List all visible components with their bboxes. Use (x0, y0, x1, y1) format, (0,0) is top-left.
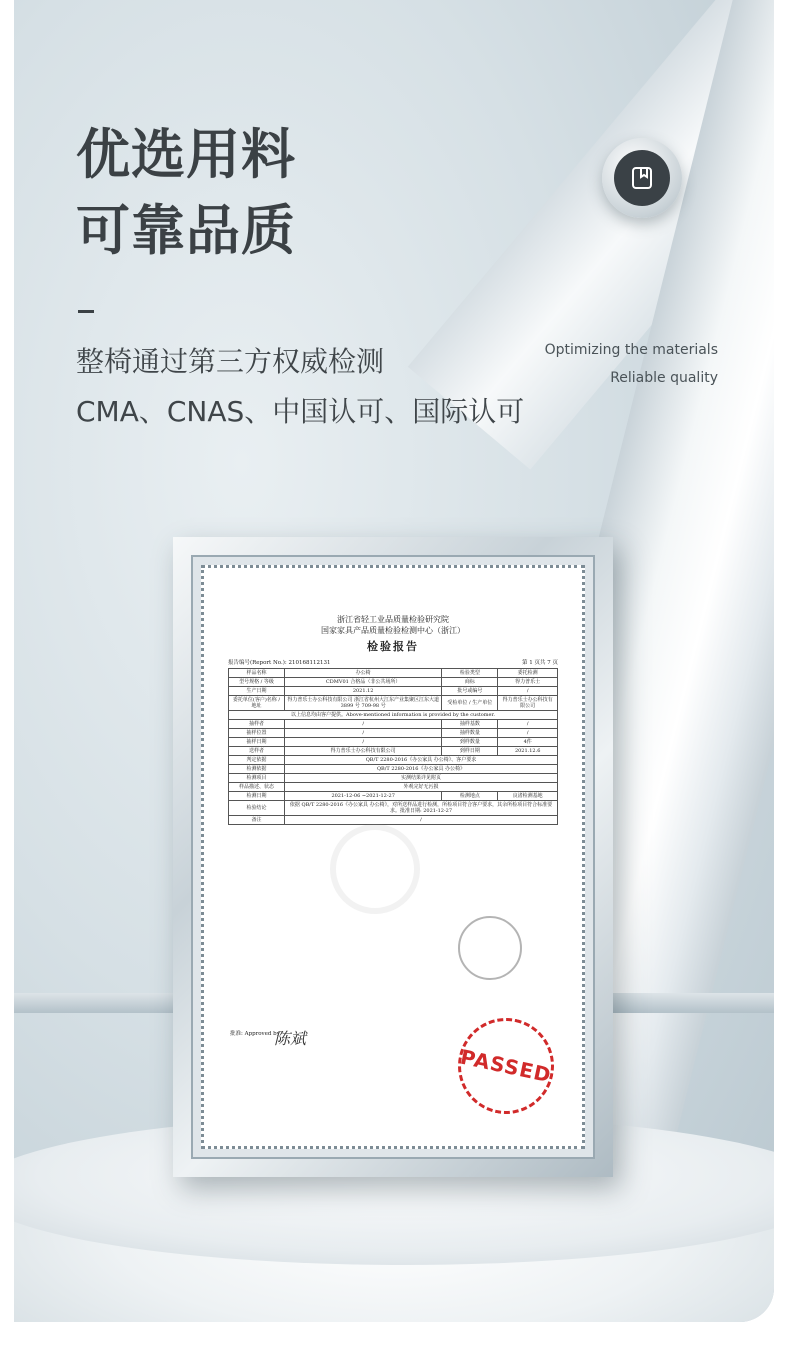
report-org2: 国家家具产品质量检验检测中心（浙江） (321, 626, 465, 635)
table-row (229, 729, 558, 738)
table-cell: 得力普乐士办公科技有限公司 浙江省杭州大江东产业集聚区江东大道 3899 号 709-98 号 (285, 696, 442, 711)
table-cell: / (498, 687, 558, 696)
table-cell: 得力普乐士办公科技有限公司 (498, 696, 558, 711)
table-cell: 2021.12.6 (498, 747, 558, 756)
signature: 陈斌 (274, 1029, 307, 1048)
table-cell: / (498, 720, 558, 729)
table-cell: 批号或编号 (442, 687, 498, 696)
table-row (229, 687, 558, 696)
inspection-report (210, 574, 576, 1140)
subtext-line1: 整椅通过第三方权威检测 (76, 345, 385, 378)
table-cell: 检验结论 (229, 801, 285, 816)
table-cell: 委托检测 (498, 669, 558, 678)
table-cell: 送样者 (229, 747, 285, 756)
approved-label: 批准: Approved by (230, 1031, 280, 1037)
table-row (229, 774, 558, 783)
table-cell: / (285, 720, 442, 729)
english-line2: Reliable quality (610, 370, 718, 386)
table-cell: 得力普乐士 (498, 678, 558, 687)
table-cell: 得力普乐士办公科技有限公司 (285, 747, 442, 756)
table-cell: 检测地点 (442, 792, 498, 801)
table-cell: 办公椅 (285, 669, 442, 678)
table-cell: 依据 QB/T 2280-2016《办公家具 办公椅》，对所送样品进行检测，所检项目符合客户要求，其余所检项目符合标准要求。批准日期: 2021-12-27 (285, 801, 558, 816)
table-row (229, 678, 558, 687)
table-cell: / (498, 729, 558, 738)
picture-frame (173, 537, 613, 1177)
table-cell: QB/T 2280-2016《办公家具 办公椅》 (285, 765, 558, 774)
table-row (229, 783, 558, 792)
report-number: 报告编号(Report No.): 210168112131 (228, 660, 331, 666)
table-cell: 检测依据 (229, 765, 285, 774)
table-cell: 外观完好无污损 (285, 783, 558, 792)
table-cell: 抽样数量 (442, 729, 498, 738)
table-row (229, 696, 558, 711)
english-line1: Optimizing the materials (544, 342, 718, 358)
table-cell: 4件 (498, 738, 558, 747)
table-cell: 商标 (442, 678, 498, 687)
background-scene (14, 0, 774, 1322)
table-cell: 受检单位 / 生产单位 (442, 696, 498, 711)
table-cell: 判定依据 (229, 756, 285, 765)
table-row (229, 765, 558, 774)
table-cell: 检验类型 (442, 669, 498, 678)
table-row (229, 738, 558, 747)
table-cell: 2021.12 (285, 687, 442, 696)
report-table (228, 668, 558, 825)
badge (602, 138, 682, 218)
table-row (229, 711, 558, 720)
table-cell: 到样日期 (442, 747, 498, 756)
table-cell: 委托单位(客户)名称 / 地址 (229, 696, 285, 711)
headline-line2: 可靠品质 (76, 199, 296, 262)
table-cell: 检测日期 (229, 792, 285, 801)
table-cell: / (285, 816, 558, 825)
table-cell: 样品描述、状态 (229, 783, 285, 792)
passed-text: PASSED (458, 1044, 554, 1088)
subtext-line2: CMA、CNAS、中国认可、国际认可 (76, 395, 525, 428)
table-cell: 抽样日期 (229, 738, 285, 747)
table-cell: 生产日期 (229, 687, 285, 696)
table-row (229, 816, 558, 825)
table-cell: / (285, 729, 442, 738)
table-row (229, 801, 558, 816)
table-cell: 检测项目 (229, 774, 285, 783)
table-cell: 抽样位置 (229, 729, 285, 738)
table-row (229, 792, 558, 801)
table-row (229, 669, 558, 678)
table-cell: QB/T 2280-2016《办公家具 办公椅》、客户要求 (285, 756, 558, 765)
customer-note: 以上信息均由客户提供。Above-mentioned information is provided by the customer. (229, 711, 558, 720)
report-page: 第 1 页共 7 页 (522, 660, 558, 666)
table-cell: 样品名称 (229, 669, 285, 678)
table-cell: 到样数量 (442, 738, 498, 747)
table-row (229, 720, 558, 729)
report-org1: 浙江省轻工业品质量检验研究院 (337, 615, 449, 624)
table-cell: 实测结果详见附页 (285, 774, 558, 783)
headline-line1: 优选用料 (76, 123, 296, 186)
table-cell: 2021-12-06 ~2021-12-27 (285, 792, 442, 801)
table-cell: 良渚检测基地 (498, 792, 558, 801)
table-cell: 抽样者 (229, 720, 285, 729)
watermark-seal (330, 824, 420, 914)
divider-dash (78, 310, 94, 313)
table-row (229, 747, 558, 756)
book-icon (629, 165, 655, 191)
table-cell: 抽样基数 (442, 720, 498, 729)
table-cell: CDMV01 合格品（非公共场所） (285, 678, 442, 687)
table-row (229, 756, 558, 765)
official-seal (458, 916, 522, 980)
passed-stamp (449, 1009, 563, 1123)
table-cell: 型号规格 / 等级 (229, 678, 285, 687)
report-title: 检验报告 (367, 640, 419, 653)
table-cell: 备注 (229, 816, 285, 825)
table-cell: / (285, 738, 442, 747)
